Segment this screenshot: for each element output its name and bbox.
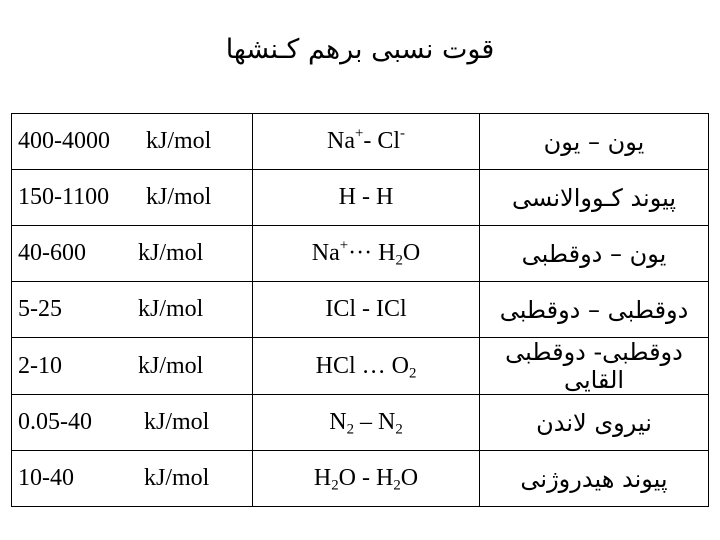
energy-unit: kJ/mol (138, 352, 204, 379)
formula-part: O (402, 240, 421, 266)
formula-part: ICl - ICl (325, 296, 407, 322)
energy-value: 0.05-40 (18, 409, 92, 435)
interaction-strength-table (11, 113, 709, 507)
interaction-type: دوقطبی- دوقطبی القایی (480, 338, 709, 395)
formula-part: - Cl (363, 128, 401, 154)
table-row (12, 338, 709, 395)
formula-cell (253, 226, 480, 282)
formula-part: – N (354, 409, 396, 435)
interaction-type: دوقطبی – دوقطبی (480, 282, 709, 338)
formula-cell (253, 114, 480, 170)
formula-sub: 2 (408, 364, 417, 381)
energy-cell (12, 170, 253, 226)
formula-sub: 2 (395, 421, 403, 438)
energy-cell (12, 226, 253, 282)
page-title: قوت نسبی برهم کـنشها (225, 34, 495, 65)
interaction-type: نیروی لاندن (480, 395, 709, 451)
formula-sup: - (400, 125, 405, 142)
formula-cell (253, 395, 480, 451)
interaction-type: یون – یون (480, 114, 709, 170)
formula-part: Na (311, 240, 340, 266)
energy-value: 150-1100 (18, 184, 110, 210)
energy-unit: kJ/mol (144, 409, 210, 435)
energy-value: 5-25 (18, 296, 62, 322)
energy-value: 40-600 (18, 240, 86, 266)
formula-sup: + (354, 125, 364, 142)
formula-cell (253, 170, 480, 226)
interaction-type: یون – دوقطبی (480, 226, 709, 282)
formula-part: H - H (338, 184, 394, 210)
formula-cell (253, 338, 480, 395)
formula-part: O (400, 465, 419, 491)
formula-part: N (329, 409, 347, 435)
formula-sub: 2 (393, 477, 401, 494)
energy-unit: kJ/mol (138, 240, 204, 266)
table-row (12, 114, 709, 170)
energy-cell (12, 338, 253, 395)
formula-part: ··· H (348, 240, 396, 266)
formula-sub: 2 (346, 421, 354, 438)
energy-value: 400-4000 (18, 128, 110, 154)
energy-unit: kJ/mol (144, 465, 210, 491)
interaction-type: پیوند هیدروژنی (480, 451, 709, 507)
energy-unit: kJ/mol (146, 128, 212, 154)
table-row (12, 226, 709, 282)
formula-sup: + (339, 237, 349, 254)
energy-value: 10-40 (18, 465, 74, 491)
interaction-type: پیوند کـووالانسی (480, 170, 709, 226)
formula-part: Na (326, 128, 355, 154)
table-row (12, 451, 709, 507)
formula-part: O - H (338, 465, 394, 491)
formula-cell (253, 451, 480, 507)
energy-cell (12, 282, 253, 338)
energy-cell (12, 114, 253, 170)
formula-cell (253, 282, 480, 338)
formula-sub: 2 (395, 252, 403, 269)
formula-part: HCl … O (315, 352, 409, 379)
energy-cell (12, 395, 253, 451)
table-row (12, 282, 709, 338)
energy-unit: kJ/mol (146, 184, 212, 210)
table-row (12, 395, 709, 451)
energy-unit: kJ/mol (138, 296, 204, 322)
table-row (12, 170, 709, 226)
energy-cell (12, 451, 253, 507)
formula-part: H (313, 465, 332, 491)
formula-sub: 2 (331, 477, 339, 494)
energy-value: 2-10 (18, 352, 62, 379)
